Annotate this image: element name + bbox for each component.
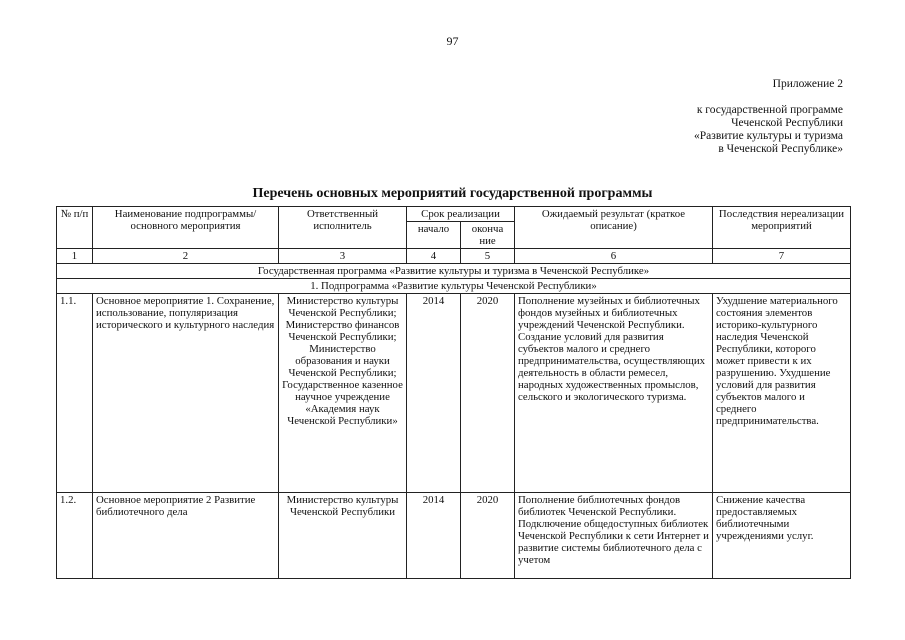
row-name: Основное мероприятие 1. Сохранение, использование, популяризация исторического и культурного наследия [93, 294, 279, 493]
row-name: Основное мероприятие 2 Развитие библиотечного дела [93, 493, 279, 579]
column-number: 4 [407, 249, 461, 264]
column-number: 6 [515, 249, 713, 264]
header-row [57, 207, 851, 222]
subprogram-row [57, 279, 851, 294]
appendix-block [583, 78, 843, 156]
row-num: 1.1. [57, 294, 93, 493]
row-consequences: Ухудшение материального состояния элементов историко-культурного наследия Чеченской Республики, которого может привести к их разрушению. Ухудшение условий для развития субъектов малого и среднего предпринимательства. [713, 294, 851, 493]
appendix-title: Приложение 2 [772, 78, 843, 90]
column-number: 3 [279, 249, 407, 264]
column-number: 1 [57, 249, 93, 264]
appendix-line: «Развитие культуры и туризма [694, 130, 843, 142]
header-name: Наименование подпрограммы/ основного мероприятия [93, 207, 279, 249]
column-number: 7 [713, 249, 851, 264]
subprogram-title: 1. Подпрограмма «Развитие культуры Чеченской Республики» [57, 279, 851, 294]
row-result: Пополнение библиотечных фондов библиотек Чеченской Республики. Подключение общедоступных библиотек Чеченской Республики к сети Интернет и развитие системы библиотечного дела с учетом [515, 493, 713, 579]
header-executor: Ответственный исполнитель [279, 207, 407, 249]
row-end: 2020 [461, 493, 515, 579]
header-result: Ожидаемый результат (краткое описание) [515, 207, 713, 249]
row-end: 2020 [461, 294, 515, 493]
column-number: 5 [461, 249, 515, 264]
activities-table [56, 206, 851, 579]
appendix-line: Чеченской Республики [731, 117, 843, 129]
program-title: Государственная программа «Развитие культуры и туризма в Чеченской Республике» [57, 264, 851, 279]
header-start: начало [407, 222, 461, 249]
row-start: 2014 [407, 493, 461, 579]
row-consequences: Снижение качества предоставляемых библиотечными учреждениями услуг. [713, 493, 851, 579]
appendix-line: в Чеченской Республике» [718, 143, 843, 155]
appendix-line: к государственной программе [696, 104, 843, 116]
row-num: 1.2. [57, 493, 93, 579]
row-executor: Министерство культуры Чеченской Республики; Министерство финансов Чеченской Республики; Министерство образования и науки Чеченской Республики; Государственное казенное научное учреждение «Академия наук Чеченской Республики» [279, 294, 407, 493]
program-row [57, 264, 851, 279]
header-period: Срок реализации [407, 207, 515, 222]
table-row [57, 493, 851, 579]
column-number: 2 [93, 249, 279, 264]
column-number-row [57, 249, 851, 264]
table-row [57, 294, 851, 493]
page-number: 97 [446, 34, 459, 48]
header-num: № п/п [57, 207, 93, 249]
row-executor: Министерство культуры Чеченской Республики [279, 493, 407, 579]
header-consequences: Последствия нереализации мероприятий [713, 207, 851, 249]
row-start: 2014 [407, 294, 461, 493]
header-end: оконча ние [461, 222, 515, 249]
row-result: Пополнение музейных и библиотечных фондов музейных и библиотечных учреждений Чеченской Республики. Создание условий для развития субъектов малого и среднего предпринимательства, осуществляющих деятельность в области ремесел, народных художественных промыслов, сельского и экологического туризма. [515, 294, 713, 493]
document-title: Перечень основных мероприятий государственной программы [252, 186, 653, 201]
